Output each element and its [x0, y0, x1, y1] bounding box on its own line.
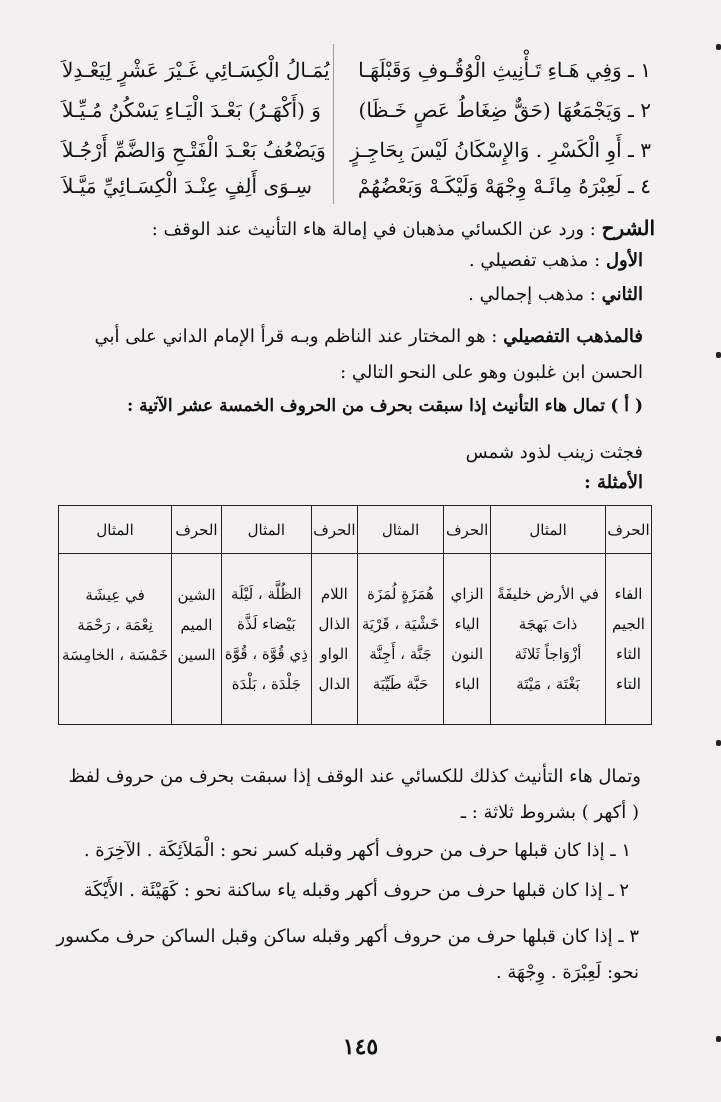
- table-row: [59, 554, 652, 725]
- poem-left-line-4: سِـوَى أَلِفٍ عِنْـدَ الْكِسَـائِيِّ مَيَّـلاَ: [62, 174, 312, 198]
- header-example: المثال: [491, 506, 606, 554]
- table-cell-item: اللام: [320, 585, 348, 603]
- table-cell-item: بَغْتَة ، مَيْتَة: [516, 675, 580, 693]
- edge-mark: [716, 1036, 721, 1042]
- table-cell-item: الياء: [454, 615, 480, 633]
- table-cell-item: بَيْضاء لَذَّة: [237, 615, 296, 633]
- table-cell-item: الزاي: [450, 585, 484, 603]
- table-cell-item: التاء: [616, 675, 641, 693]
- first-line: [469, 250, 643, 271]
- detail-line: [94, 326, 643, 347]
- table-cell-item: الواو: [320, 645, 349, 663]
- condition-3-line-1: ٣ ـ إذا كان قبلها حرف من حروف أكهر وقبله ساكن وقبل الساكن حرف مكسور: [56, 926, 639, 947]
- header-example: المثال: [59, 506, 172, 554]
- examples-label: الأمثلة :: [584, 472, 643, 493]
- edge-mark: [716, 44, 721, 50]
- header-letter: الحرف: [606, 506, 652, 554]
- header-example: المثال: [221, 506, 311, 554]
- detail-continuation: الحسن ابن غلبون وهو على النحو التالي :: [340, 362, 643, 383]
- after-para-line-2: ( أكهر ) بشروط ثلاثة : ـ: [460, 802, 639, 823]
- table-cell-item: النون: [451, 645, 484, 663]
- table-cell-item: الذال: [318, 615, 351, 633]
- table-cell-item: الجيم: [612, 615, 645, 633]
- condition-3-line-2: نحو: لَعِبْرَة . وِجْهَة .: [495, 962, 639, 983]
- table-cell-item: الفاء: [614, 585, 643, 603]
- table-cell-item: الظُلَّة ، لَيْلَة: [231, 585, 302, 603]
- poem-right-line-2: ٢ ـ وَيَجْمَعُهَا (حَقٌّ ضِغَاطُ عَصٍ خَـظَا): [358, 98, 651, 122]
- examples-cell: [491, 554, 606, 725]
- table-cell-item: السين: [177, 646, 216, 664]
- header-letter: الحرف: [444, 506, 491, 554]
- detail-text: : هو المختار عند الناظم وبـه قرأ الإمام الداني على أبي: [94, 326, 498, 347]
- header-letter: الحرف: [172, 506, 222, 554]
- table-cell-item: خَمْسَة ، الخامِسَة: [62, 646, 169, 664]
- poem-left-line-3: وَيَضْعُفُ بَعْـدَ الْفَتْـحِ وَالضَّمِّ أَرْجُـلاَ: [62, 138, 326, 162]
- letters-table: [58, 505, 652, 725]
- letters-cell: [606, 554, 652, 725]
- table-cell-item: الشين: [177, 586, 216, 604]
- sharh-text: : ورد عن الكسائي مذهبان في إمالة هاء التأنيث عند الوقف :: [151, 219, 596, 240]
- poem-left-line-2: وَ (أَكْهَـرُ) بَعْـدَ الْيَـاءِ يَسْكُنُ مُـيِّـلاَ: [62, 98, 321, 122]
- detail-label: فالمذهب التفصيلي: [503, 326, 643, 347]
- table-cell-item: الميم: [180, 616, 213, 634]
- poem-right-line-1: ١ ـ وَفِي هَـاءِ تَـأْنِيثِ الْوُقُـوفِ وَقَبْلَهَـا: [358, 58, 651, 82]
- sharh-label: الشرح: [601, 216, 655, 240]
- table-cell-item: هُمَزَةٍ لُمَزَة: [367, 585, 434, 603]
- page-number: ١٤٥: [342, 1034, 379, 1060]
- table-cell-item: خَشْيَة ، قَرْيَة: [361, 615, 440, 633]
- sharh-line: [152, 216, 655, 240]
- first-label: الأول: [605, 250, 643, 271]
- item-a-text: تمال هاء التأنيث إذا سبقت بحرف من الحروف الخمسة عشر الآتية :: [126, 396, 605, 416]
- table-cell-item: أزْوَاجاً ثَلاثَة: [514, 645, 582, 663]
- table-cell-item: الدال: [318, 675, 351, 693]
- phrase-line: فجثت زينب لذود شمس: [465, 442, 643, 463]
- edge-mark: [716, 740, 721, 746]
- item-a-line: [127, 396, 643, 416]
- second-label: الثاني: [601, 284, 643, 305]
- table-header-row: [59, 506, 652, 554]
- table-cell-item: ذِي قُوَّة ، قُوَّة: [224, 645, 308, 663]
- item-a-label: ( أ ): [610, 396, 643, 416]
- examples-cell: [357, 554, 443, 725]
- table-cell-item: الثاء: [616, 645, 641, 663]
- edge-mark: [716, 352, 721, 358]
- table-cell-item: حَبَّة طَيِّبَة: [372, 675, 429, 693]
- table-cell-item: ذاتَ بَهجَة: [518, 615, 578, 633]
- poem-left-line-1: يُمَـالُ الْكِسَـائِي غَـيْرَ عَشْرٍ لِيَعْـدِلاَ: [62, 58, 330, 82]
- second-text: : مذهب إجمالي .: [468, 284, 596, 305]
- letters-cell: [311, 554, 357, 725]
- condition-2: ٢ ـ إذا كان قبلها حرف من حروف أكهر وقبله ياء ساكنة نحو : كَهَيْئَة . الأَيْكَة: [83, 880, 629, 901]
- letters-cell: [172, 554, 222, 725]
- header-letter: الحرف: [311, 506, 357, 554]
- examples-cell: [221, 554, 311, 725]
- examples-cell: [59, 554, 172, 725]
- table-cell-item: في الأرض خليفَةً: [497, 585, 599, 603]
- header-example: المثال: [357, 506, 443, 554]
- second-line: [468, 284, 643, 305]
- table-cell-item: جَنَّة ، أَجِنَّة: [369, 645, 432, 663]
- poem-divider: [333, 44, 334, 204]
- after-para-line-1: وتمال هاء التأنيث كذلك للكسائي عند الوقف إذا سبقت بحرف من حروف لفظ: [68, 766, 641, 787]
- poem-right-line-4: ٤ ـ لَعِبْرَهُ مِائَـهْ وِجْهَهْ وَلَيْكَـهْ وَبَعْضُهُمْ: [357, 174, 651, 198]
- condition-1: ١ ـ إذا كان قبلها حرف من حروف أكهر وقبله كسر نحو : الْمَلاَئِكَة . الآخِرَة .: [83, 840, 631, 861]
- poem-right-line-3: ٣ ـ أَوِ الْكَسْرِ . وَالإِسْكَانُ لَيْسَ بِحَاجِـزٍ: [350, 138, 651, 162]
- table-cell-item: نِعْمَة ، رَحْمَة: [77, 616, 153, 634]
- table-cell-item: جَلْدَة ، بَلْدَة: [231, 675, 301, 693]
- first-text: : مذهب تفصيلي .: [468, 250, 601, 271]
- table-cell-item: الباء: [454, 675, 480, 693]
- letters-cell: [444, 554, 491, 725]
- table-cell-item: في عِيشَة: [85, 586, 145, 604]
